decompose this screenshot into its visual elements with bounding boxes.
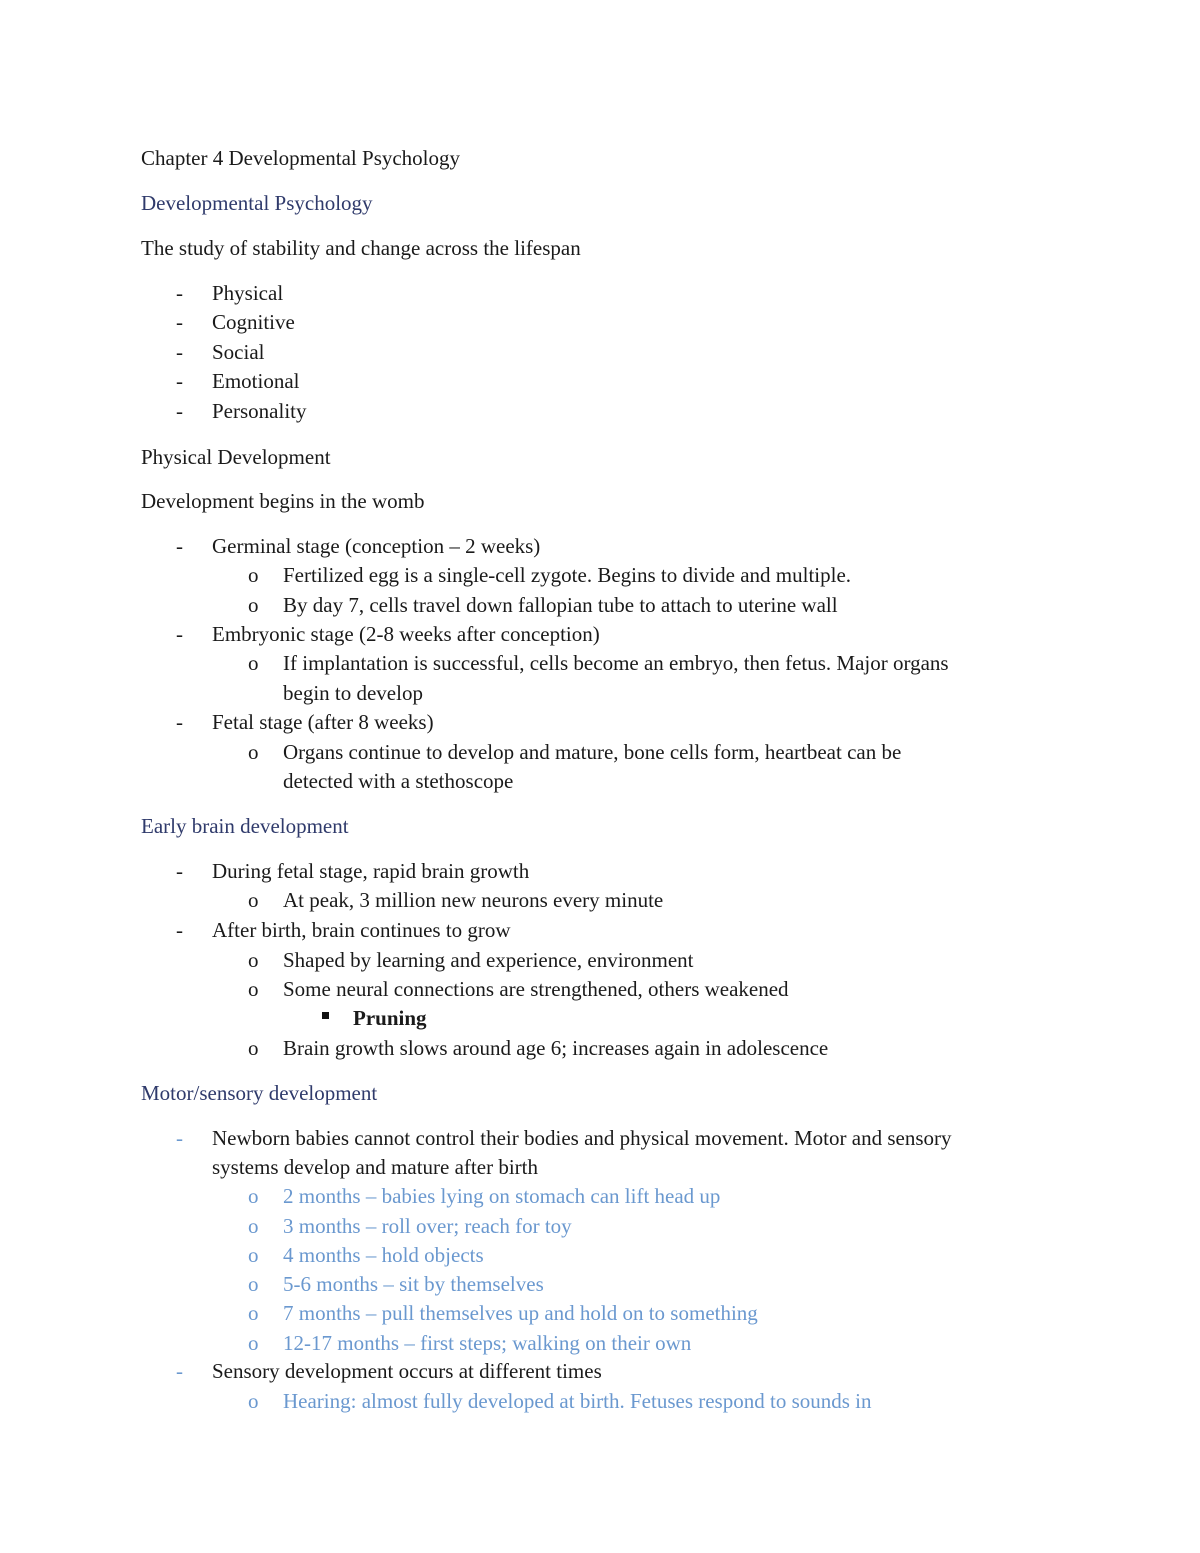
dash-bullet: - <box>176 710 183 734</box>
circle-bullet: o <box>248 593 259 617</box>
sub-list-item-continued: detected with a stethoscope <box>283 769 514 793</box>
list-item: Germinal stage (conception – 2 weeks) <box>212 534 541 558</box>
sub-list-item: Fertilized egg is a single-cell zygote. Begins to divide and multiple. <box>283 563 852 587</box>
circle-bullet: o <box>248 740 259 764</box>
section-heading: Early brain development <box>141 814 349 838</box>
list-item: Social <box>212 340 265 364</box>
list-item: Physical <box>212 281 284 305</box>
list-item-continued: systems develop and mature after birth <box>212 1155 538 1179</box>
circle-bullet: o <box>248 1331 259 1355</box>
dash-bullet: - <box>176 622 183 646</box>
circle-bullet: o <box>248 563 259 587</box>
paragraph: Physical Development <box>141 445 331 469</box>
circle-bullet: o <box>248 1036 259 1060</box>
circle-bullet: o <box>248 1389 259 1413</box>
sub-list-item: 7 months – pull themselves up and hold on to something <box>283 1301 758 1325</box>
circle-bullet: o <box>248 1214 259 1238</box>
sub-list-item: Hearing: almost fully developed at birth. Fetuses respond to sounds in <box>283 1389 872 1413</box>
list-item: During fetal stage, rapid brain growth <box>212 859 530 883</box>
dash-bullet: - <box>176 281 183 305</box>
sub-list-item: If implantation is successful, cells become an embryo, then fetus. Major organs <box>283 651 949 675</box>
circle-bullet: o <box>248 1184 259 1208</box>
list-item: Sensory development occurs at different times <box>212 1359 602 1383</box>
list-item: Cognitive <box>212 310 295 334</box>
sub-list-item: Some neural connections are strengthened, others weakened <box>283 977 789 1001</box>
sub-list-item: Shaped by learning and experience, environment <box>283 948 694 972</box>
dash-bullet: - <box>176 310 183 334</box>
list-item: Personality <box>212 399 307 423</box>
dash-bullet: - <box>176 1126 183 1150</box>
dash-bullet: - <box>176 340 183 364</box>
list-item: Embryonic stage (2-8 weeks after conception) <box>212 622 600 646</box>
sub-list-item: 12-17 months – first steps; walking on their own <box>283 1331 692 1355</box>
circle-bullet: o <box>248 1301 259 1325</box>
section-heading: Motor/sensory development <box>141 1081 378 1105</box>
dash-bullet: - <box>176 534 183 558</box>
sub-list-item-continued: begin to develop <box>283 681 423 705</box>
sub-list-item: Organs continue to develop and mature, bone cells form, heartbeat can be <box>283 740 902 764</box>
sub-list-item: 3 months – roll over; reach for toy <box>283 1214 572 1238</box>
sub-list-item: At peak, 3 million new neurons every minute <box>283 888 664 912</box>
sub-list-item: By day 7, cells travel down fallopian tube to attach to uterine wall <box>283 593 838 617</box>
square-bullet-icon <box>322 1012 329 1019</box>
dash-bullet: - <box>176 399 183 423</box>
circle-bullet: o <box>248 888 259 912</box>
list-item: Newborn babies cannot control their bodies and physical movement. Motor and sensory <box>212 1126 952 1150</box>
list-item: Emotional <box>212 369 300 393</box>
paragraph: The study of stability and change across the lifespan <box>141 236 581 260</box>
sub-list-item: 2 months – babies lying on stomach can lift head up <box>283 1184 721 1208</box>
section-heading: Developmental Psychology <box>141 191 373 215</box>
list-item: Fetal stage (after 8 weeks) <box>212 710 434 734</box>
sub-list-item: Brain growth slows around age 6; increases again in adolescence <box>283 1036 829 1060</box>
circle-bullet: o <box>248 948 259 972</box>
circle-bullet: o <box>248 1272 259 1296</box>
list-item: After birth, brain continues to grow <box>212 918 511 942</box>
document-title: Chapter 4 Developmental Psychology <box>141 146 461 170</box>
sub-sub-list-item: Pruning <box>353 1006 427 1030</box>
circle-bullet: o <box>248 651 259 675</box>
sub-list-item: 5-6 months – sit by themselves <box>283 1272 544 1296</box>
sub-list-item: 4 months – hold objects <box>283 1243 484 1267</box>
circle-bullet: o <box>248 977 259 1001</box>
dash-bullet: - <box>176 1359 183 1383</box>
dash-bullet: - <box>176 369 183 393</box>
paragraph: Development begins in the womb <box>141 489 425 513</box>
circle-bullet: o <box>248 1243 259 1267</box>
dash-bullet: - <box>176 918 183 942</box>
dash-bullet: - <box>176 859 183 883</box>
